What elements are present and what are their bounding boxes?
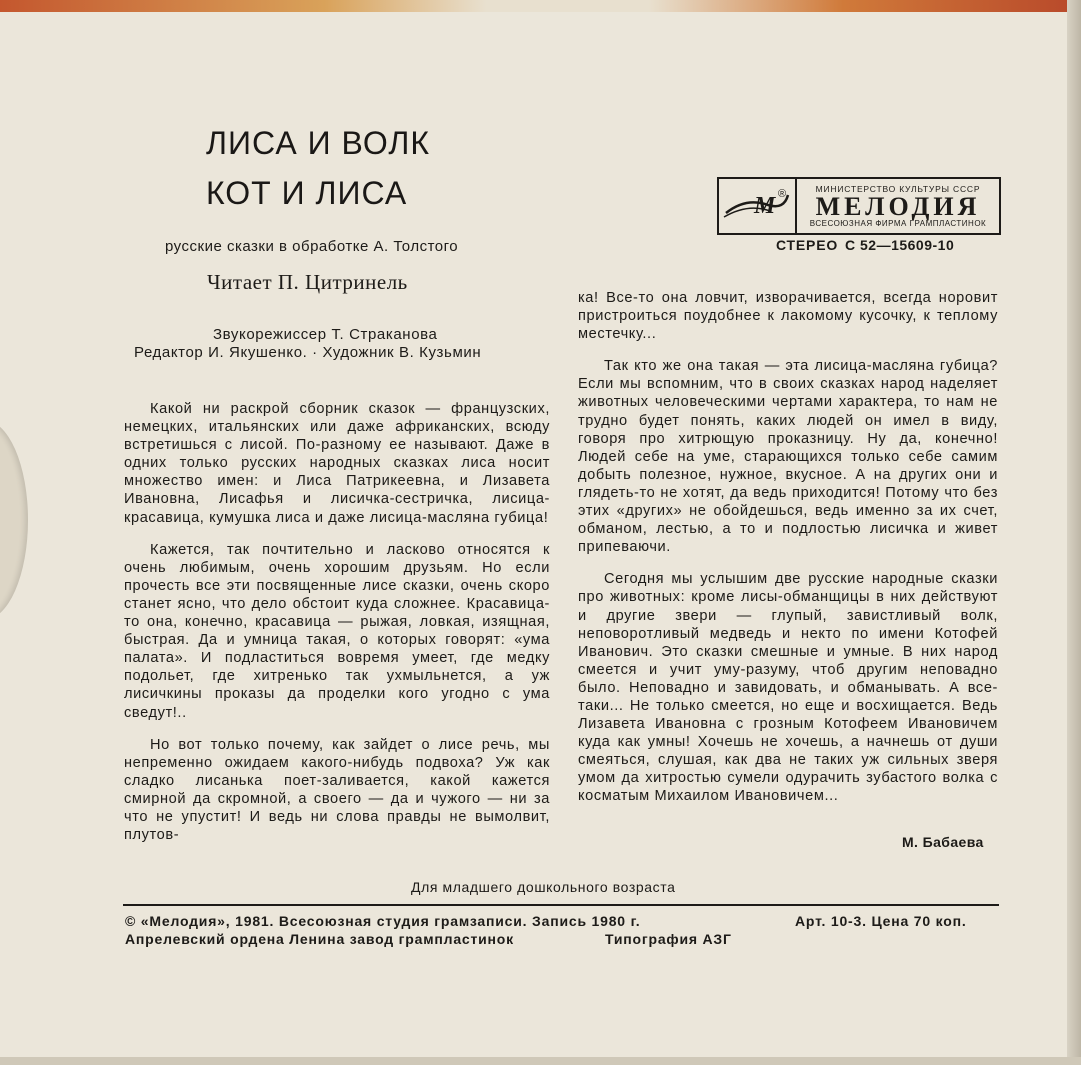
liner-notes-left-column	[124, 400, 550, 858]
sleeve-thumb-cutout	[0, 420, 28, 620]
ministry-label: МИНИСТЕРСТВО КУЛЬТУРЫ СССР	[815, 184, 981, 194]
brand-name: МЕЛОДИЯ	[815, 192, 981, 221]
stereo-label: СТЕРЕО	[776, 237, 839, 253]
melodiya-emblem	[719, 179, 797, 233]
album-subtitle: русские сказки в обработке А. Толстого	[165, 238, 459, 255]
sound-engineer-credit: Звукорежиссер Т. Страканова	[213, 326, 438, 343]
front-cover-edge	[0, 0, 1081, 12]
reader-credit: Читает П. Цитринель	[207, 270, 408, 294]
copyright-line: © «Мелодия», 1981. Всесоюзная студия грамзаписи. Запись 1980 г.	[125, 913, 641, 929]
editor-artist-credit: Редактор И. Якушенко. · Художник В. Кузьмин	[134, 344, 482, 361]
plant-line: Апрелевский ордена Ленина завод грампластинок	[125, 931, 514, 947]
paragraph: Какой ни раскрой сборник сказок — французских, немецких, итальянских или даже африканских, всюду встретишься с лисой. По-разному ее называют. Даже в одних только русских народных сказках лиса носит множество имен: и Лиса Патрикеевна, и Лизавета Ивановна, Лисафья и лисичка-сестричка, лисица-красавица, кумушка лиса и даже лисица-масляна губица!	[124, 401, 550, 526]
emblem-letter: М	[754, 193, 776, 219]
paragraph: Кажется, так почтительно и ласково относятся к очень любимым, очень хорошим друзьям. Но если прочесть все эти посвященные лисе сказки, очень скоро станет ясно, что дело обстоит куда сложнее. Красавица-то она, конечно, красавица — рыжая, ловкая, изящная, быстрая. Да и умница такая, о которых говорят: «ума палата». И подластиться вовремя умеет, где медку подольет, где хитренько так ухмыльнется, а уж лисичкины проказы да проделки кого угодно с ума сведут!..	[124, 541, 550, 721]
album-title-line-2: КОТ И ЛИСА	[206, 175, 408, 211]
firm-label: ВСЕСОЮЗНАЯ ФИРМА ГРАМПЛАСТИНОК	[809, 219, 987, 228]
melodiya-logo	[717, 177, 1001, 235]
printer-line: Типография АЗГ	[605, 931, 732, 947]
paragraph: ка! Все-то она ловчит, изворачивается, всегда норовит пристроиться поудобнее к лакомому кусочку, к теплому местечку...	[578, 290, 998, 343]
author-signature: М. Бабаева	[902, 834, 984, 850]
album-title-line-1: ЛИСА И ВОЛК	[206, 125, 430, 161]
paragraph: Сегодня мы услышим две русские народные сказки про животных: кроме лисы-обманщицы в них действуют и другие звери — глупый, завистливый волк, неповоротливый медведь и некто по имени Котофей Иванович. Это сказки смешные и умные. В них народ смеется и учит уму-разуму, чтоб другим неповадно было. Неповадно и завидовать, и обманывать. А все-таки... Не только смеется, но еще и восхищается. Ведь Лизавета Ивановна с грозным Котофеем Ивановичем куда как умны! Хочешь не хочешь, а начнешь от души смеяться, слушая, как два не таких уж сильных зверя умом да хитростью сумели одурачить зубастого волка с косматым Михаилом Ивановичем...	[578, 571, 998, 805]
registered-mark: ®	[778, 188, 787, 200]
sleeve-bottom-edge	[0, 1057, 1081, 1065]
paragraph: Так кто же она такая — эта лисица-масляна губица? Если мы вспомним, что в своих сказках народ наделяет животных человеческими чертами характера, то нам не трудно будет понять, каких людей он имел в виду, говоря про хитрющую проказницу. Ну да, конечно! Людей себе на уме, старающихся только себе самим добыть полезное, нужное, вкусное. А на других они и глядеть-то не хотят, да ведь приходится! Потому что без этих «других» не обойдешься, ведь именно за их счет, обманом, лестью, а то и подлостью лисичка и живет припеваючи.	[578, 358, 998, 556]
age-recommendation: Для младшего дошкольного возраста	[411, 879, 676, 895]
melodiya-emblem-icon	[722, 183, 792, 229]
liner-notes-right-column	[578, 289, 998, 820]
catalog-number: С 52—15609-10	[845, 237, 955, 253]
footer-divider	[123, 904, 999, 906]
paragraph: Но вот только почему, как зайдет о лисе речь, мы непременно ожидаем какого-нибудь подвоха? Уж как сладко лисанька поет-заливается, какой кажется смирной да скромной, а своего — да и чужого — ни за что не упустит! И ведь ни слова правды не вымолвит, плутов-	[124, 736, 550, 844]
sleeve-right-edge	[1067, 0, 1081, 1065]
price-line: Арт. 10-3. Цена 70 коп.	[795, 913, 967, 929]
